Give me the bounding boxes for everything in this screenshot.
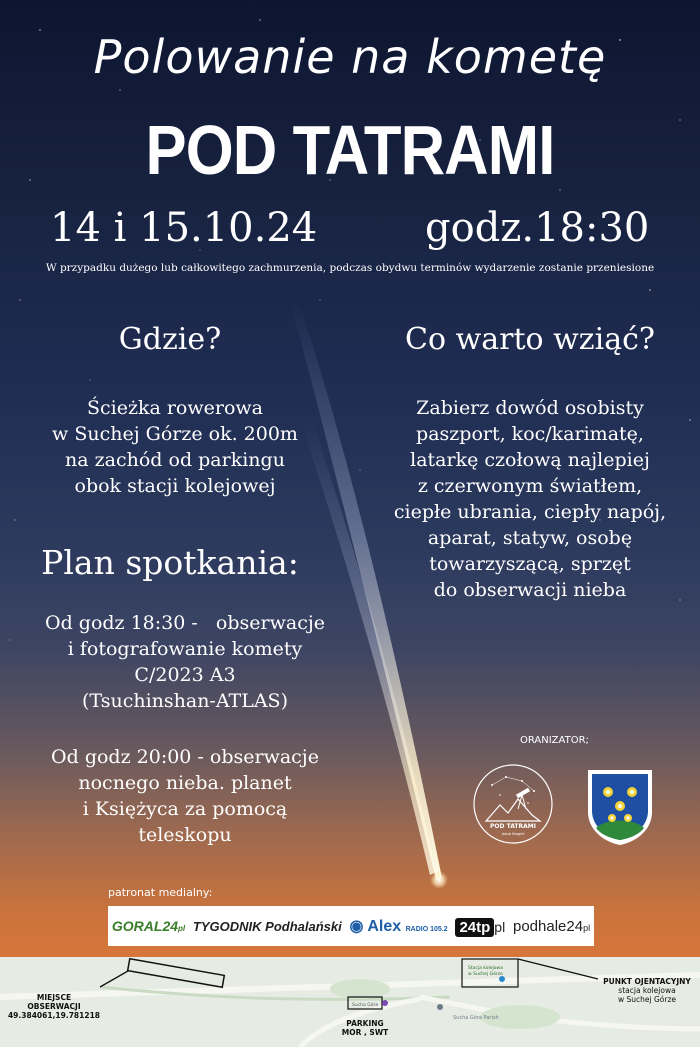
take-line: paszport, koc/karimatę, [416,423,644,445]
title-line-1: Polowanie na kometę [93,30,607,84]
take-line: Zabierz dowód osobisty [416,397,644,419]
plan-line: C/2023 A3 [134,664,236,686]
pod-tatrami-logo [472,763,554,845]
weather-note: W przypadku dużego lub całkowitego zachmurzenia, podczas obydwu terminów wydarzenie zostanie przeniesione [45,262,655,274]
organizer-label: ORANIZATOR; [520,735,589,746]
take-line: aparat, statyw, osobę [427,527,633,549]
take-line: do obserwacji nieba [433,579,627,601]
sponsor-goral24: GORAL24pl [111,918,186,934]
location-map [0,957,700,1047]
alex-icon: ◉ [349,918,364,935]
title-line-2: POD TATRAMI [145,111,555,189]
plan-line: (Tsuchinshan-ATLAS) [82,690,288,712]
what-to-take-heading: Co warto wziąć? [405,322,655,357]
logo-text: POD TATRAMI [490,823,536,830]
station-map-label: w Suchej Górze [468,972,503,977]
plan-line: Od godz 20:00 - obserwacje [51,746,319,768]
take-line: z czerwonym światłem, [417,475,643,497]
where-line: na zachód od parkingu [65,449,285,471]
sponsor-alex: ◉ Alex RADIO 105.2 [349,918,448,935]
media-patronage-label: patronat medialny: [108,886,213,899]
plan-line: Od godz 18:30 - obserwacje [45,612,325,634]
station-map-label: Stacja kolejowa [468,966,503,971]
media-sponsors-bar [108,906,594,946]
plan-line: i fotografowanie komety [67,638,303,660]
plan-line: teleskopu [138,824,232,846]
where-text [30,395,320,499]
municipal-crest [586,768,654,846]
where-line: w Suchej Górze ok. 200m [52,423,298,445]
parking-label: PARKING MOR , SWT [341,1019,389,1037]
road-label: Sucha Góra [352,1003,379,1008]
plan-item-2 [30,744,340,848]
sponsor-24tp: 24tp pl [455,917,505,936]
logo-subtext: Jakub Brogiel [501,832,525,836]
landmark-label: PUNKT OJENTACYJNY stacja kolejowa w Suchej Górze [603,977,691,1004]
sponsor-podhale24: podhale24pl [512,917,591,935]
take-line: latarkę czołową najlepiej [410,449,650,471]
take-line: ciepłe ubrania, ciepły napój, [393,501,667,523]
sponsor-tygodnik: TYGODNIK Podhalański [192,918,342,934]
event-time: godz.18:30 [425,205,650,251]
plan-line: i Księżyca za pomocą [82,798,288,820]
observation-point-label: MIEJSCE OBSERWACJI 49.384061,19.781218 [7,993,101,1020]
where-line: Ścieżka rowerowa [86,397,263,419]
plan-item-1 [30,610,340,714]
what-to-take-text [380,395,680,603]
event-date: 14 i 15.10.24 [50,205,318,251]
church-label: Sucha Góra Parish [453,1015,499,1021]
plan-heading: Plan spotkania: [41,543,299,582]
take-line: towarzyszącą, sprzęt [429,553,631,575]
where-heading: Gdzie? [118,322,222,357]
plan-line: nocnego nieba. planet [78,772,292,794]
where-line: obok stacji kolejowej [74,475,276,497]
